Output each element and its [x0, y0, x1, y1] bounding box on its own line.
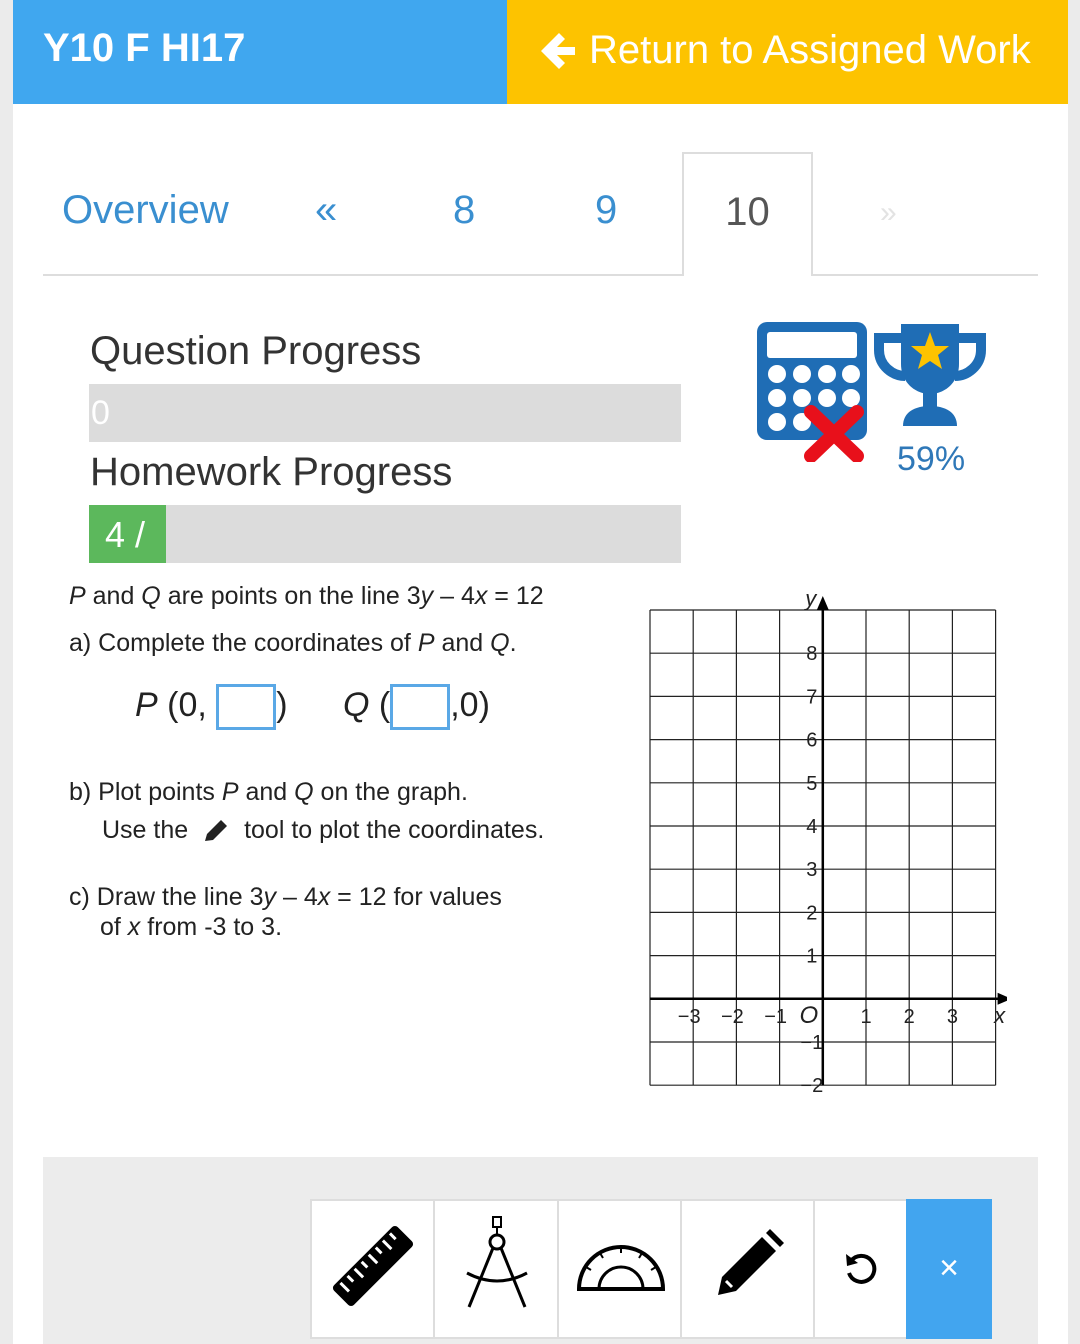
tab-8[interactable]: 8: [453, 188, 476, 232]
x-axis-label: x: [994, 1002, 1006, 1028]
tab-9[interactable]: 9: [595, 188, 618, 232]
question-progress-value: 0: [91, 394, 110, 432]
x-tick-label: −2: [720, 1005, 744, 1028]
y-tick-label: −1: [800, 1032, 824, 1054]
ruler-tool[interactable]: [312, 1201, 435, 1337]
point-p-coordinate: P (0, ): [135, 684, 288, 730]
pencil-tool[interactable]: [682, 1201, 815, 1337]
tabs-divider: [43, 274, 1038, 276]
question-part-a: a) Complete the coordinates of P and Q.: [69, 629, 517, 657]
compass-icon: [459, 1215, 535, 1311]
coordinate-grid[interactable]: [637, 592, 1007, 1092]
question-progress-bar: [89, 384, 681, 442]
tab-next[interactable]: »: [880, 196, 897, 229]
y-tick-label: 1: [806, 945, 818, 968]
question-part-c-line1: c) Draw the line 3y – 4x = 12 for values: [69, 883, 502, 911]
y-tick-label: −2: [800, 1075, 824, 1092]
q-x-input[interactable]: [390, 684, 450, 730]
pencil-icon: [712, 1227, 786, 1301]
x-tick-label: 1: [860, 1005, 872, 1028]
protractor-tool[interactable]: [559, 1201, 682, 1337]
y-tick-label: 2: [806, 902, 818, 925]
protractor-icon: [575, 1237, 667, 1293]
pencil-icon: [201, 817, 231, 845]
tab-label: 10: [725, 190, 770, 234]
tab-prev[interactable]: «: [315, 188, 338, 232]
page: [13, 0, 1068, 1344]
ruler-icon: [326, 1219, 420, 1313]
homework-progress-title: Homework Progress: [90, 450, 453, 494]
homework-progress-value: 4 /: [105, 514, 146, 555]
return-button[interactable]: [507, 0, 1068, 104]
tab-10[interactable]: [682, 152, 813, 276]
point-q-coordinate: Q ( ,0): [343, 684, 490, 730]
p-y-input[interactable]: [216, 684, 276, 730]
homework-progress-bar: [89, 505, 681, 563]
y-tick-label: 8: [806, 643, 818, 666]
x-tick-label: −1: [764, 1005, 788, 1028]
close-icon: ×: [939, 1249, 959, 1287]
y-tick-label: 6: [806, 729, 818, 752]
y-axis-arrow: [817, 596, 829, 610]
x-tick-label: −3: [677, 1005, 701, 1028]
assignment-title: Y10 F HI17: [43, 26, 246, 70]
return-label: Return to Assigned Work: [589, 28, 1031, 72]
header-bar: [13, 0, 507, 104]
y-tick-label: 7: [806, 686, 818, 709]
question-progress-title: Question Progress: [90, 329, 422, 373]
undo-icon: [843, 1251, 879, 1287]
homework-progress-fill: [89, 505, 166, 563]
question-intro: P and Q are points on the line 3y – 4x = 12: [69, 582, 544, 610]
y-tick-label: 4: [806, 816, 818, 838]
compass-tool[interactable]: [435, 1201, 559, 1337]
arrow-left-icon: [539, 31, 577, 71]
trophy-icon: [873, 320, 987, 428]
question-part-c-line2: of x from -3 to 3.: [100, 913, 283, 941]
x-tick-label: 2: [903, 1005, 915, 1028]
y-axis-label: y: [805, 592, 817, 611]
close-toolbar-button[interactable]: [906, 1199, 992, 1339]
question-part-b-line1: b) Plot points P and Q on the graph.: [69, 778, 468, 806]
score-percent: 59%: [897, 440, 966, 478]
tab-overview[interactable]: Overview: [62, 188, 229, 232]
calculator-not-allowed-icon: [755, 320, 877, 462]
undo-tool[interactable]: [815, 1201, 906, 1337]
y-tick-label: 5: [806, 772, 818, 795]
y-tick-label: 3: [806, 859, 818, 882]
origin-label: O: [799, 1001, 819, 1029]
x-tick-label: 3: [946, 1005, 958, 1028]
question-part-b-line2: Use the tool to plot the coordinates.: [102, 816, 545, 844]
drawing-toolbar: [310, 1199, 992, 1339]
